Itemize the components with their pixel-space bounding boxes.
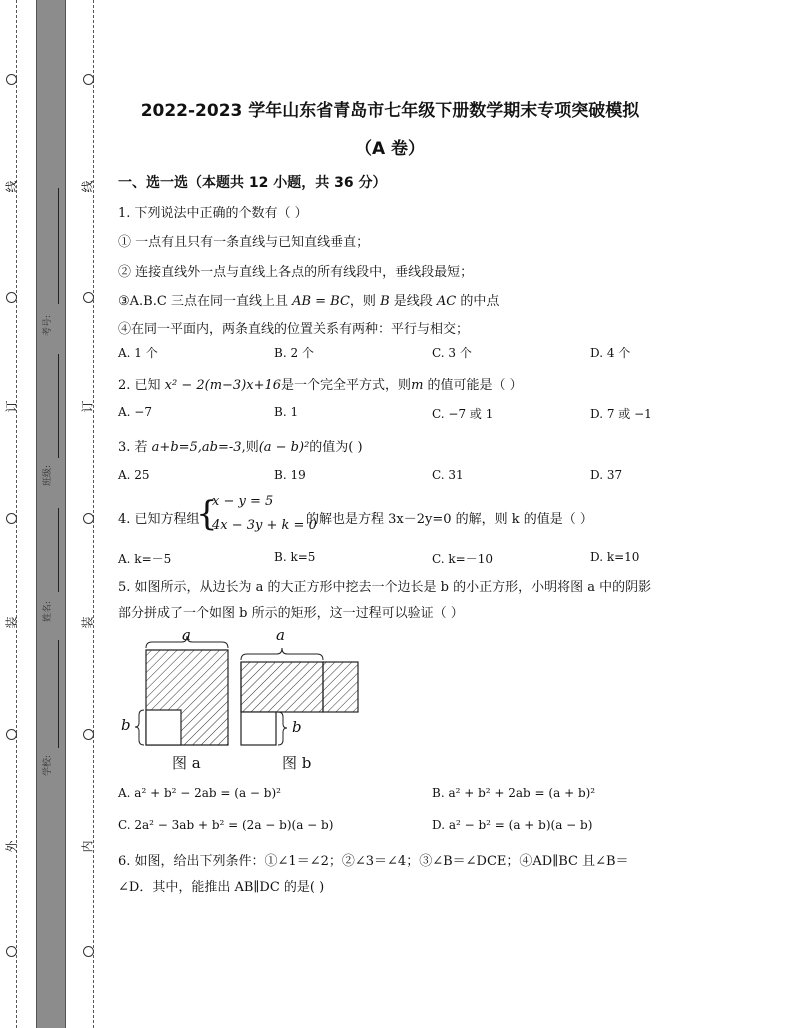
question-2-option-c[interactable]: C. −7 或 1	[432, 407, 494, 421]
math: m	[411, 378, 424, 393]
rect-part-1	[241, 662, 323, 712]
margin-char-zhuang: 装	[80, 616, 95, 629]
binding-hole	[6, 74, 17, 85]
question-5-option-d[interactable]: D. a² − b² = (a + b)(a − b)	[432, 818, 593, 832]
question-3-option-c[interactable]: C. 31	[432, 468, 464, 482]
field-line	[58, 188, 59, 304]
math: a+b=5,ab=-3	[151, 440, 242, 455]
question-1-option-b[interactable]: B. 2 个	[274, 346, 314, 360]
margin-char-nei: 内	[80, 840, 95, 853]
question-4-option-c[interactable]: C. k=－10	[432, 552, 493, 566]
question-3-option-a[interactable]: A. 25	[118, 468, 150, 482]
field-line	[58, 640, 59, 748]
field-school: 学校:	[43, 754, 53, 776]
text: 的中点	[456, 294, 500, 309]
binding-hole	[83, 74, 94, 85]
question-5-line-1: 5. 如图所示，从边长为 a 的大正方形中挖去一个边长是 b 的小正方形，小明将图 a 中的阴影	[118, 580, 652, 595]
brace-top-b	[241, 648, 323, 660]
question-1-option-a[interactable]: A. 1 个	[118, 346, 158, 360]
margin-char-zhuang: 装	[4, 616, 19, 629]
label-b-fig-a: b	[121, 716, 131, 734]
question-5-option-a[interactable]: A. a² + b² − 2ab = (a − b)²	[118, 786, 281, 800]
binding-hole	[6, 292, 17, 303]
section-heading: 一、选一选（本题共 12 小题，共 36 分）	[118, 175, 387, 191]
question-4-pre: 4. 已知方程组	[118, 512, 200, 527]
label-a-fig-b: a	[276, 626, 285, 644]
outer-cut-line	[16, 0, 17, 1028]
binding-hole	[83, 946, 94, 957]
question-2-option-b[interactable]: B. 1	[274, 405, 299, 419]
text: ,则	[241, 440, 259, 455]
text: 的值为( )	[309, 440, 363, 455]
text: 3. 若	[118, 440, 152, 455]
caption-fig-a: 图 a	[172, 754, 201, 772]
question-4-option-d[interactable]: D. k=10	[590, 550, 640, 564]
question-3-option-b[interactable]: B. 19	[274, 468, 306, 482]
exam-subtitle: （A 卷）	[354, 139, 426, 159]
field-name: 姓名:	[43, 600, 53, 622]
question-4-option-b[interactable]: B. k=5	[274, 550, 316, 564]
text: 是一个完全平方式，则	[281, 378, 412, 393]
label-a-fig-a: a	[182, 626, 191, 644]
question-4-post: 的解也是方程 3x－2y=0 的解，则 k 的值是（ ）	[306, 512, 593, 527]
question-2-option-d[interactable]: D. 7 或 −1	[590, 407, 652, 421]
question-2-option-a[interactable]: A. −7	[118, 405, 152, 419]
question-4-equation-1: x − y = 5	[212, 494, 274, 509]
math: AB = BC	[292, 294, 350, 309]
math: B	[380, 294, 390, 309]
binding-hole	[6, 513, 17, 524]
margin-char-xian: 线	[4, 180, 19, 193]
question-1-stem: 1. 下列说法中正确的个数有（ ）	[118, 206, 308, 221]
question-4-equation-2: 4x − 3y + k = 0	[212, 518, 317, 533]
field-class: 班级:	[43, 464, 53, 486]
question-1-statement-1: ① 一点有且只有一条直线与已知直线垂直；	[118, 235, 370, 250]
question-1-option-c[interactable]: C. 3 个	[432, 346, 472, 360]
text: ③A.B.C 三点在同一直线上且	[118, 294, 293, 309]
binding-margin	[0, 0, 110, 1028]
rect-part-2	[323, 662, 358, 712]
text: 的值可能是（ ）	[423, 378, 523, 393]
math: (a − b)²	[258, 440, 310, 455]
binding-hole	[83, 513, 94, 524]
field-exam-number: 考号:	[43, 314, 53, 336]
binding-hole	[6, 729, 17, 740]
question-2-stem	[118, 374, 523, 393]
brace-right-b	[278, 712, 287, 745]
exam-title: 2022-2023 学年山东省青岛市七年级下册数学期末专项突破模拟	[140, 101, 640, 121]
question-1-statement-3	[118, 290, 499, 309]
question-1-statement-4: ④在同一平面内，两条直线的位置关系有两种：平行与相交；	[118, 322, 470, 337]
question-6-line-2: ∠D．其中，能推出 AB∥DC 的是( )	[118, 880, 325, 895]
small-square-cutout	[146, 710, 181, 745]
inner-cut-line	[93, 0, 94, 1028]
small-square-b	[241, 712, 276, 745]
margin-char-ding: 订	[4, 400, 19, 413]
question-4-option-a[interactable]: A. k=－5	[118, 552, 172, 566]
binding-hole	[6, 946, 17, 957]
margin-char-ding: 订	[80, 400, 95, 413]
text: ，则	[349, 294, 381, 309]
brace-left-b	[135, 710, 144, 745]
binding-hole	[83, 292, 94, 303]
math: x² − 2(m−3)x+16	[164, 378, 282, 393]
question-1-statement-2: ② 连接直线外一点与直线上各点的所有线段中，垂线段最短；	[118, 265, 474, 280]
question-1-option-d[interactable]: D. 4 个	[590, 346, 631, 360]
caption-fig-b: 图 b	[282, 754, 312, 772]
margin-char-wai: 外	[4, 840, 19, 853]
gray-binding-strip	[36, 0, 66, 1028]
margin-char-xian: 线	[80, 180, 95, 193]
question-5-line-2: 部分拼成了一个如图 b 所示的矩形，这一过程可以验证（ ）	[118, 606, 464, 621]
field-line	[58, 508, 59, 592]
question-3-stem	[118, 436, 363, 455]
question-5-option-c[interactable]: C. 2a² − 3ab + b² = (2a − b)(a − b)	[118, 818, 334, 832]
label-b-fig-b: b	[292, 718, 302, 736]
square-diagram	[118, 624, 368, 774]
question-5-option-b[interactable]: B. a² + b² + 2ab = (a + b)²	[432, 786, 596, 800]
text: 是线段	[389, 294, 437, 309]
text: 2. 已知	[118, 378, 165, 393]
system-brace: {	[196, 494, 218, 534]
math: AC	[436, 294, 457, 309]
field-line	[58, 354, 59, 458]
binding-hole	[83, 729, 94, 740]
question-3-option-d[interactable]: D. 37	[590, 468, 623, 482]
question-6-line-1: 6. 如图，给出下列条件：①∠1＝∠2；②∠3＝∠4；③∠B＝∠DCE；④AD∥BC 且∠B＝	[118, 854, 629, 869]
